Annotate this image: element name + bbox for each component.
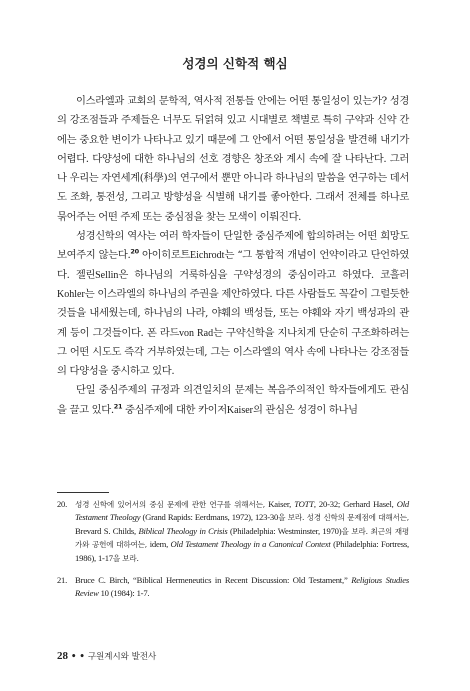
- footnote-number: 20.: [57, 499, 68, 509]
- footnote-number: 21.: [57, 575, 68, 586]
- page-footer: [57, 650, 156, 662]
- footnote-text: Bruce C. Birch, “Biblical Hermeneutics in Recent Discussion: Old Testament,” Religious Studies Review 10 (1984): 1-7.: [75, 575, 409, 599]
- footnote-divider: [57, 492, 109, 493]
- footnotes: [57, 498, 409, 610]
- footer-separator: • •: [71, 652, 85, 662]
- section-title: 성경의 신학적 핵심: [182, 56, 288, 71]
- paragraph-3: 단일 중심주제의 규정과 의견일치의 문제는 복음주의적인 학자들에게도 관심을 끌고 있다.$^{21}$ 중심주제에 대한 카이저Kaiser의 관심은 성경이 하나님: [57, 384, 409, 416]
- paragraph-1: 이스라엘과 교회의 문학적, 역사적 전통들 안에는 어떤 통일성이 있는가? 성경의 강조점들과 주제들은 너무도 뒤얽혀 있고 시대별로 책별로 특히 구약과 신약 간에는 중요한 변이가 나타나고 있기 때문에 그 안에서 어떤 통일성을 발견해 내기가 어렵다. 다양성에 대한 하나님의 선호 경향은 창조와 계시 속에 잘 나타난다. 그러나 우리는 자연세계(科學)의 연구에서 뿐만 아니라 하나님의 말씀을 연구하는 데서도 조화, 통전성, 그리고 방향성을 식별해 내기를 좋아한다. 그래서 전체를 하나로 묶어주는 어떤 주제 또는 중심점을 찾는 모색이 이뤄진다.: [57, 95, 409, 223]
- footnote-20: [57, 498, 409, 565]
- body-text: [57, 92, 409, 420]
- running-title: 구원계시와 발전사: [87, 652, 157, 662]
- footnote-ref-21[interactable]: 21: [113, 402, 123, 411]
- page-number: 28: [57, 650, 68, 662]
- footnote-ref-20[interactable]: 20: [130, 247, 139, 256]
- footnote-text: 성경 신학에 있어서의 중심 문제에 관한 연구를 위해서는, Kaiser, TOTT, 20-32; Gerhard Hasel, Old Testament Theology (Grand Rapids: Eerdmans, 1972), 123-30을 보라. 성경 신학의 문제점에 대해서는, Brevard S. Childs, Biblical Theology in Crisis (Philadelphia: Westminster, 1970)을 보라. 최근의 재평가와 공헌에 대하여는, idem, Old Testament Theology in a Canonical Context (Philadelphia: Fortress, 1986), 1-17을 보라.: [75, 499, 409, 563]
- footnote-21: [57, 574, 409, 601]
- paragraph-2: 성경신학의 역사는 여러 학자들이 단일한 중심주제에 합의하려는 어떤 희망도 보여주지 않는다.$^{20}$ 아이히로트Eichrodt는 “그 통합적 개념이 언약이라고 단언하였다. 젤린Sellin은 하나님의 거룩하심을 구약성경의 중심이라고 하였다. 코흘러Kohler는 이스라엘의 하나님의 주권을 제안하였다. 다른 사람들도 꼭같이 그럴듯한 것들을 내세웠는데, 하나님의 나라, 야훼의 백성들, 또는 야훼와 자기 백성과의 관계 등이 그것들이다. 폰 라드von Rad는 구약신학을 지나치게 단순히 구조화하려는 그 어떤 시도도 즉각 거부하였는데, 그는 이스라엘의 역사 속에 나타나는 강조점들의 다양성을 중시하고 있다.: [57, 230, 410, 378]
